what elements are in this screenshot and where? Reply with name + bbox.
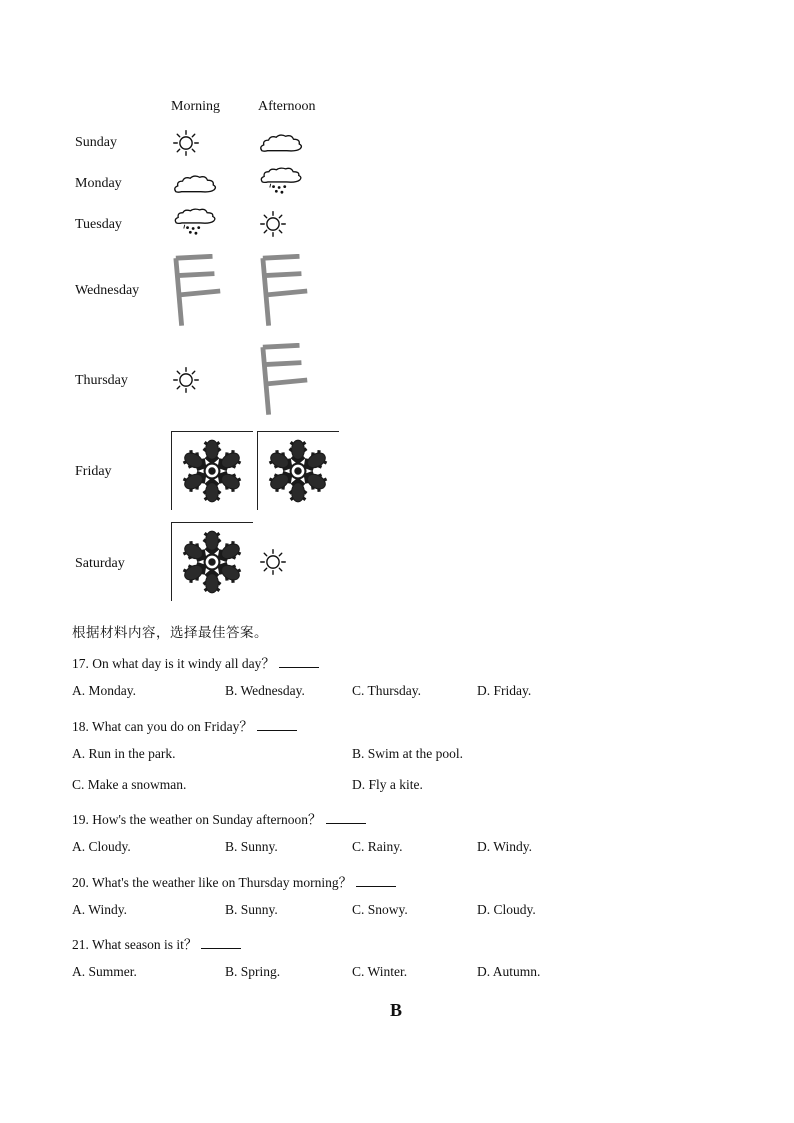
snowy-tile <box>257 431 339 510</box>
answer-blank[interactable] <box>326 811 366 824</box>
option-17-d[interactable]: D. Friday. <box>477 683 532 698</box>
option-20-b[interactable]: B. Sunny. <box>225 902 278 917</box>
option-18-d[interactable]: D. Fly a kite. <box>352 777 423 792</box>
header-afternoon: Afternoon <box>258 99 316 114</box>
snowy-tile <box>171 431 253 510</box>
cloudy-icon <box>172 172 218 196</box>
rainy-icon <box>258 167 304 195</box>
option-20-c[interactable]: C. Snowy. <box>352 902 408 917</box>
day-sunday: Sunday <box>75 135 117 150</box>
option-17-b[interactable]: B. Wednesday. <box>225 683 305 698</box>
option-18-c[interactable]: C. Make a snowman. <box>72 777 187 792</box>
question-21: 21. What season is it？ <box>72 933 241 953</box>
sunny-icon <box>172 129 200 157</box>
option-17-c[interactable]: C. Thursday. <box>352 683 421 698</box>
option-17-a[interactable]: A. Monday. <box>72 683 136 698</box>
option-18-a[interactable]: A. Run in the park. <box>72 746 176 761</box>
cloudy-icon <box>258 131 304 155</box>
day-monday: Monday <box>75 176 122 191</box>
question-19: 19. How's the weather on Sunday afternoon？ <box>72 808 366 828</box>
sunny-icon <box>259 210 287 238</box>
day-tuesday: Tuesday <box>75 217 122 232</box>
option-19-a[interactable]: A. Cloudy. <box>72 839 131 854</box>
option-19-b[interactable]: B. Sunny. <box>225 839 278 854</box>
day-wednesday: Wednesday <box>75 283 140 298</box>
option-21-d[interactable]: D. Autumn. <box>477 964 541 979</box>
answer-blank[interactable] <box>257 718 297 731</box>
rainy-icon <box>172 208 218 236</box>
option-21-c[interactable]: C. Winter. <box>352 964 408 979</box>
day-friday: Friday <box>75 464 112 479</box>
answer-blank[interactable] <box>279 655 319 668</box>
question-18: 18. What can you do on Friday？ <box>72 715 297 735</box>
option-20-a[interactable]: A. Windy. <box>72 902 127 917</box>
question-17: 17. On what day is it windy all day？ <box>72 652 319 672</box>
option-21-b[interactable]: B. Spring. <box>225 964 281 979</box>
windy-icon <box>259 343 313 417</box>
instruction-text: 根据材料内容，选择最佳答案。 <box>72 625 268 641</box>
snowy-icon <box>178 526 246 598</box>
day-thursday: Thursday <box>75 373 128 388</box>
snowy-icon <box>178 435 246 507</box>
snowy-icon <box>264 435 332 507</box>
option-19-d[interactable]: D. Windy. <box>477 839 532 854</box>
sunny-icon <box>172 366 200 394</box>
answer-blank[interactable] <box>356 874 396 887</box>
windy-icon <box>259 254 313 328</box>
header-morning: Morning <box>171 99 220 114</box>
question-20: 20. What's the weather like on Thursday morning？ <box>72 871 396 891</box>
sunny-icon <box>259 548 287 576</box>
day-saturday: Saturday <box>75 556 125 571</box>
answer-blank[interactable] <box>201 936 241 949</box>
snowy-tile <box>171 522 253 601</box>
section-label: B <box>390 1000 403 1020</box>
windy-icon <box>172 254 226 328</box>
option-18-b[interactable]: B. Swim at the pool. <box>352 746 463 761</box>
option-19-c[interactable]: C. Rainy. <box>352 839 403 854</box>
option-20-d[interactable]: D. Cloudy. <box>477 902 536 917</box>
option-21-a[interactable]: A. Summer. <box>72 964 137 979</box>
